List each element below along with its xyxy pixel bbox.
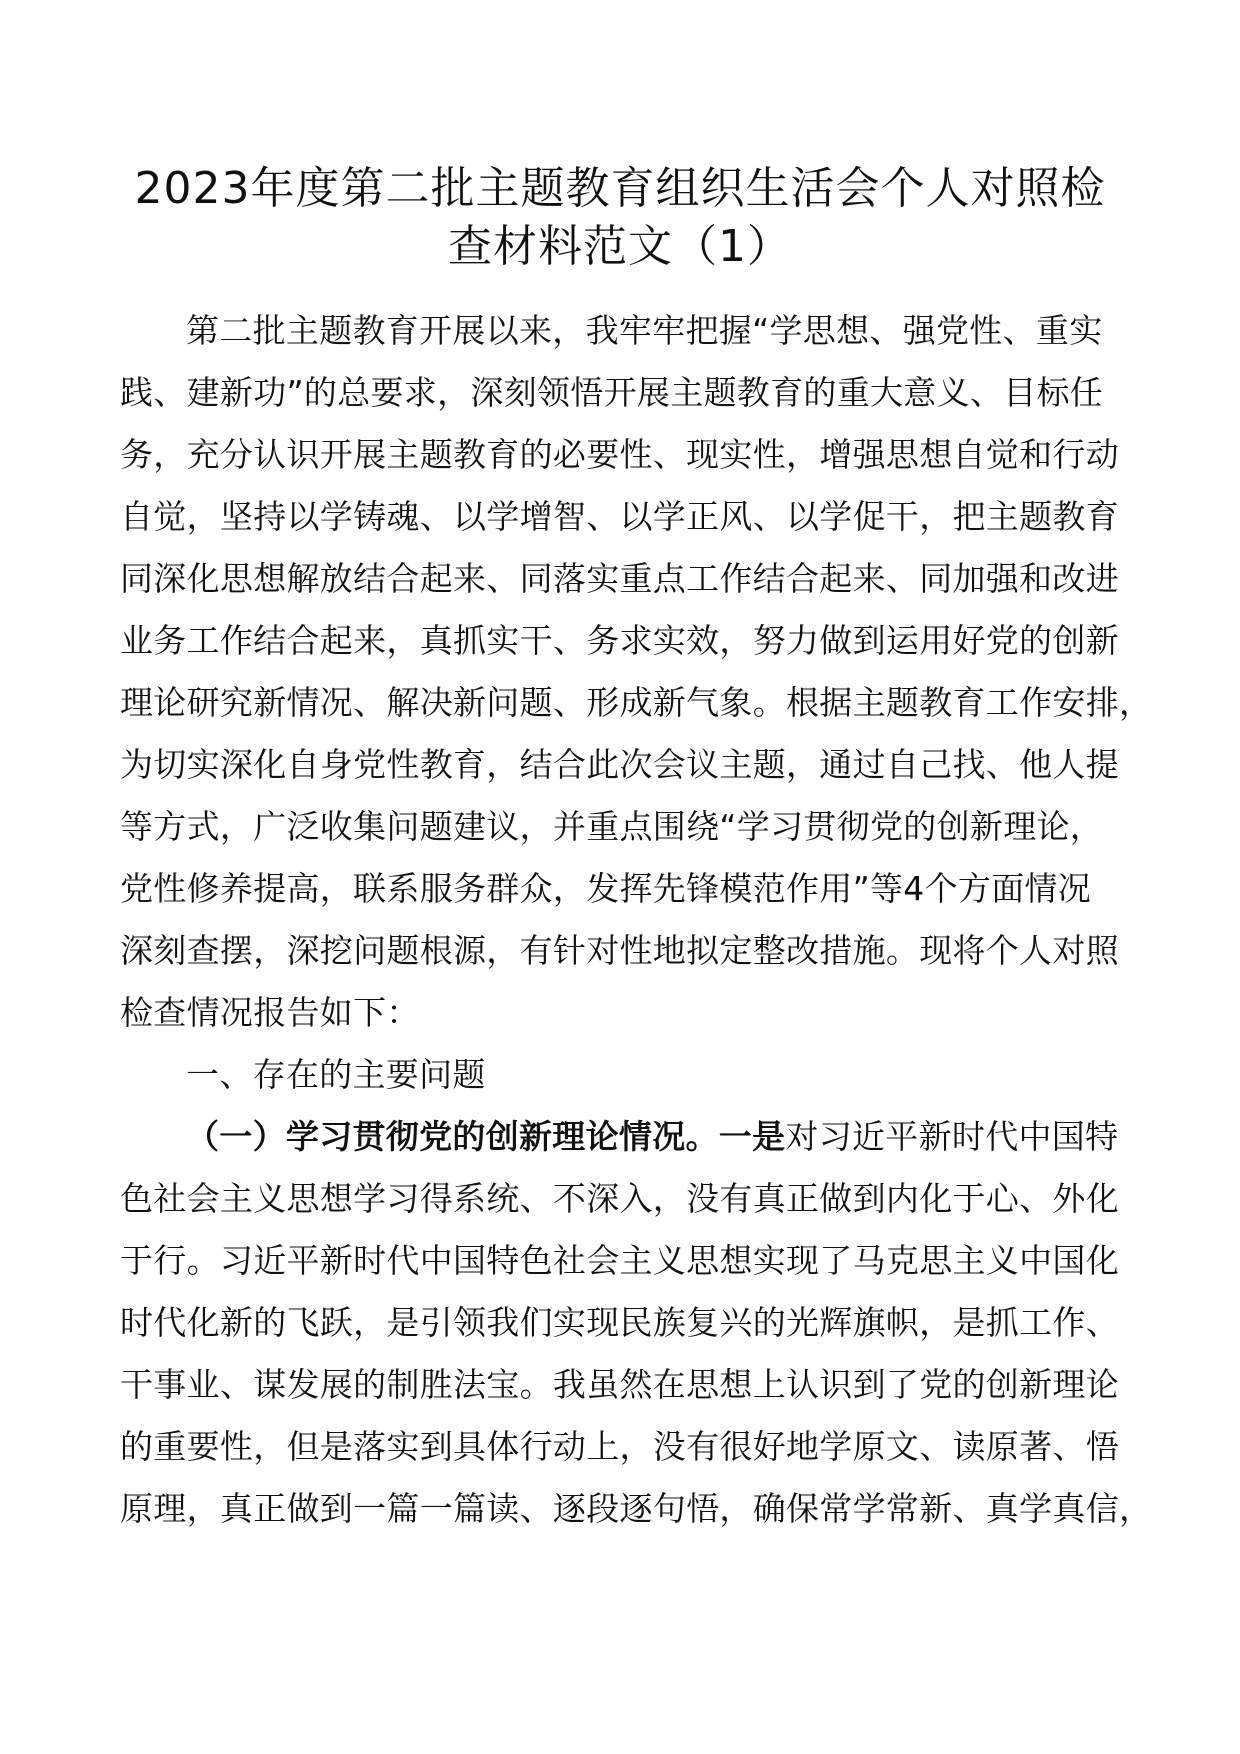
- body-line: [120, 1292, 1120, 1354]
- body-line: [120, 610, 1120, 672]
- body-text: 的重要性，但是落实到具体行动上，没有很好地学原文、读原著、悟: [120, 1427, 1119, 1466]
- body-text: 对习近平新时代中国特: [785, 1117, 1119, 1156]
- body-line: [120, 1354, 1120, 1416]
- body-text: 检查情况报告如下：: [120, 993, 420, 1032]
- body-line: [120, 1230, 1120, 1292]
- title-line-2: 查材料范文（1）: [448, 221, 792, 272]
- body-text: 原理，真正做到一篇一篇读、逐段逐句悟，确保常学常新、真学真信，: [120, 1489, 1153, 1528]
- body-text: 务，充分认识开展主题教育的必要性、现实性，增强思想自觉和行动: [120, 435, 1119, 474]
- body-text: 时代化新的飞跃，是引领我们实现民族复兴的光辉旗帜，是抓工作、: [120, 1303, 1119, 1342]
- body-line: [120, 858, 1120, 920]
- subsection-line: [120, 1106, 1120, 1168]
- body-text: 深刻查摆，深挖问题根源，有针对性地拟定整改措施。现将个人对照: [120, 931, 1119, 970]
- body-line: [120, 1478, 1153, 1540]
- body-text: 理论研究新情况、解决新问题、形成新气象。根据主题教育工作安排，: [120, 683, 1153, 722]
- body-text: 第二批主题教育开展以来，我牢牢把握“学思想、强党性、重实: [186, 311, 1103, 350]
- document-title: [110, 160, 1130, 276]
- section-heading-text: 一、存在的主要问题: [186, 1055, 486, 1094]
- body-text: 为切实深化自身党性教育，结合此次会议主题，通过自己找、他人提: [120, 745, 1119, 784]
- body-text: 等方式，广泛收集问题建议，并重点围绕“学习贯彻党的创新理论，: [120, 807, 1104, 846]
- body-text: 业务工作结合起来，真抓实干、务求实效，努力做到运用好党的创新: [120, 621, 1119, 660]
- body-text: 于行。习近平新时代中国特色社会主义思想实现了马克思主义中国化: [120, 1241, 1119, 1280]
- body-line: [120, 672, 1153, 734]
- subsection-heading: （一）学习贯彻党的创新理论情况。一是: [186, 1117, 786, 1156]
- title-line-1: 2023年度第二批主题教育组织生活会个人对照检: [134, 163, 1106, 214]
- body-line: [120, 1416, 1120, 1478]
- body-text: 自觉，坚持以学铸魂、以学增智、以学正风、以学促干，把主题教育: [120, 497, 1119, 536]
- body-line: [120, 1168, 1120, 1230]
- body-line: [120, 920, 1120, 982]
- section-heading: [120, 1044, 1120, 1106]
- body-line: [120, 796, 1120, 858]
- body-line: [120, 548, 1120, 610]
- document-body: [120, 300, 1153, 1540]
- body-text: 党性修养提高，联系服务群众，发挥先锋模范作用”等4个方面情况: [120, 869, 1092, 908]
- body-text: 色社会主义思想学习得系统、不深入，没有真正做到内化于心、外化: [120, 1179, 1119, 1218]
- body-text: 同深化思想解放结合起来、同落实重点工作结合起来、同加强和改进: [120, 559, 1119, 598]
- body-line: [120, 982, 1120, 1044]
- body-line: [120, 300, 1120, 362]
- body-line: [120, 362, 1120, 424]
- body-line: [120, 424, 1120, 486]
- body-line: [120, 486, 1120, 548]
- body-text: 践、建新功”的总要求，深刻领悟开展主题教育的重大意义、目标任: [120, 373, 1104, 412]
- body-line: [120, 734, 1120, 796]
- body-text: 干事业、谋发展的制胜法宝。我虽然在思想上认识到了党的创新理论: [120, 1365, 1119, 1404]
